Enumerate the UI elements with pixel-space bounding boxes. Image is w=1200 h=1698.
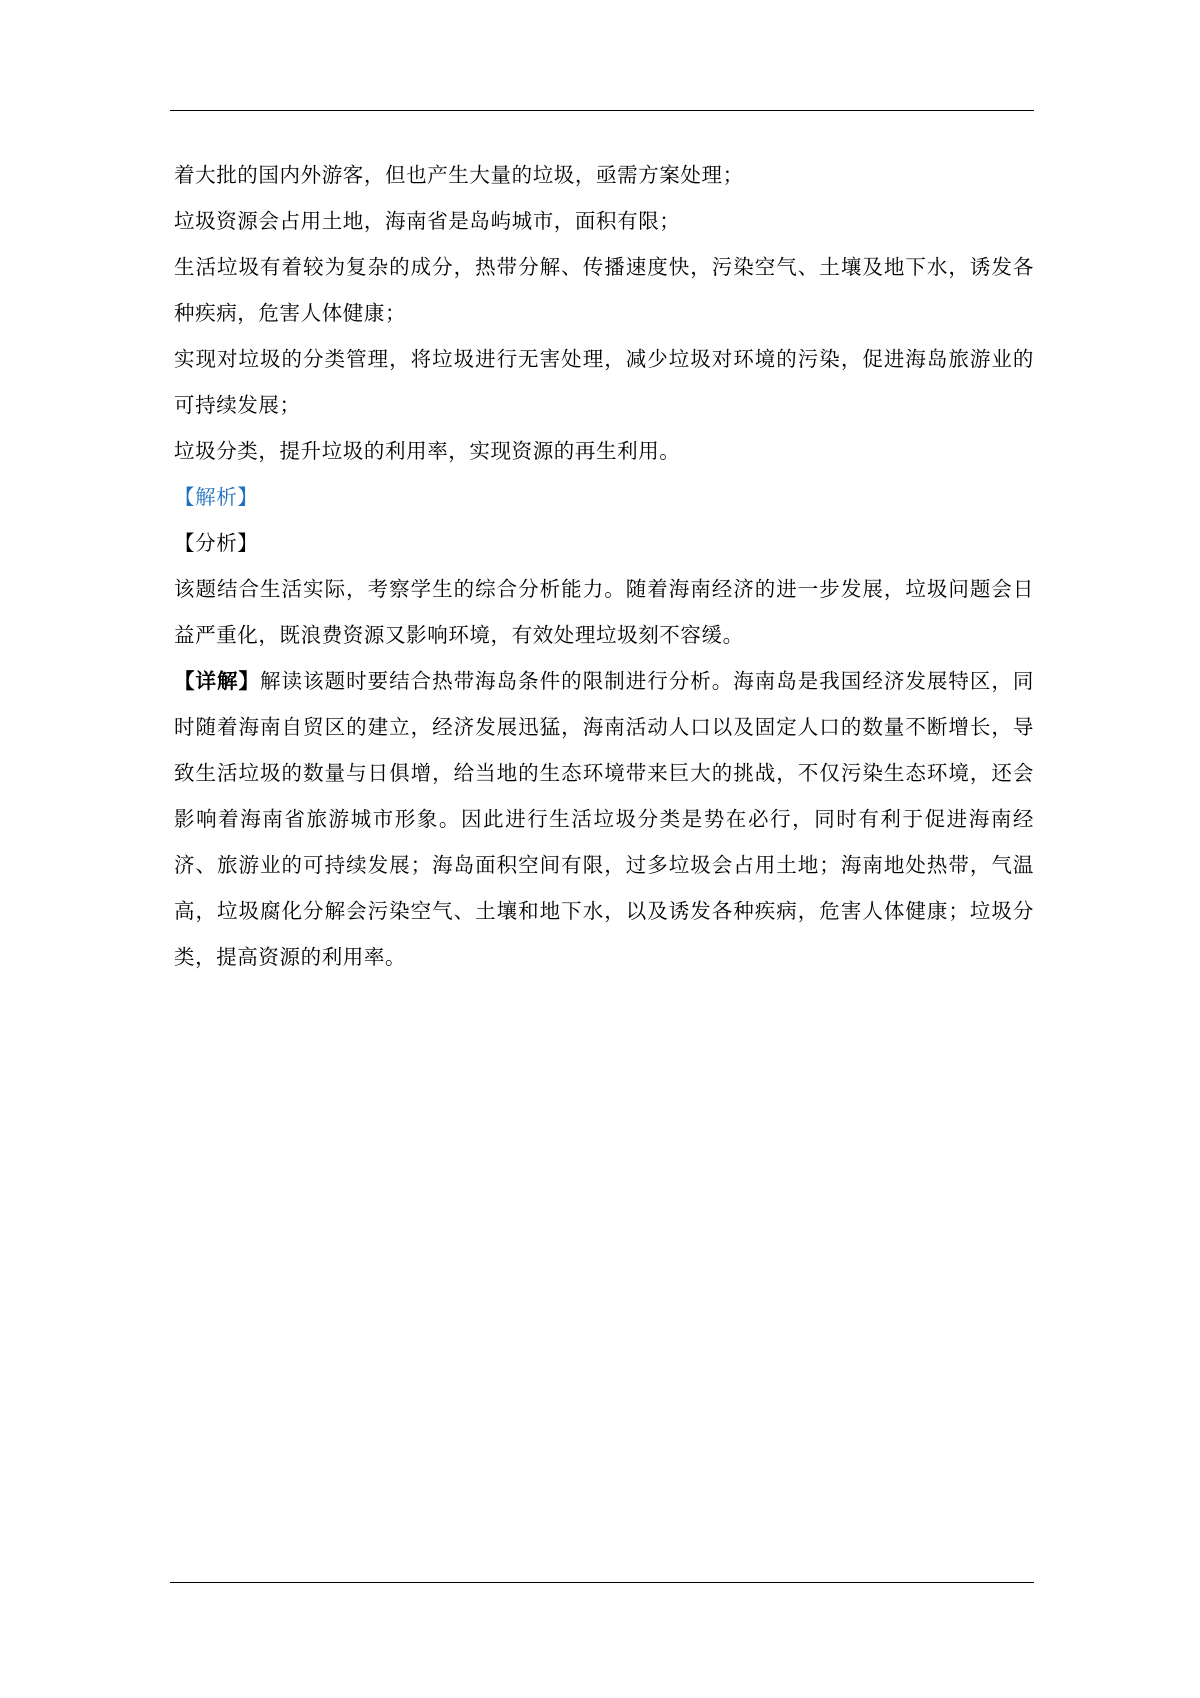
detail-paragraph <box>174 658 1034 980</box>
answer-paragraph-4: 实现对垃圾的分类管理，将垃圾进行无害处理，减少垃圾对环境的污染，促进海岛旅游业的可持续发展； <box>174 347 1034 417</box>
footer-rule <box>170 1582 1034 1583</box>
answer-paragraph-5: 垃圾分类，提升垃圾的利用率，实现资源的再生利用。 <box>174 439 681 463</box>
answer-paragraph-3: 生活垃圾有着较为复杂的成分，热带分解、传播速度快，污染空气、土壤及地下水，诱发各种疾病，危害人体健康； <box>174 255 1034 325</box>
analysis-text: 该题结合生活实际，考察学生的综合分析能力。随着海南经济的进一步发展，垃圾问题会日益严重化，既浪费资源又影响环境，有效处理垃圾刻不容缓。 <box>174 577 1034 647</box>
document-body <box>174 152 1034 980</box>
detail-text: 解读该题时要结合热带海岛条件的限制进行分析。海南岛是我国经济发展特区，同时随着海南自贸区的建立，经济发展迅猛，海南活动人口以及固定人口的数量不断增长，导致生活垃圾的数量与日俱增，给当地的生态环境带来巨大的挑战，不仅污染生态环境，还会影响着海南省旅游城市形象。因此进行生活垃圾分类是势在必行，同时有利于促进海南经济、旅游业的可持续发展；海岛面积空间有限，过多垃圾会占用土地；海南地处热带，气温高，垃圾腐化分解会污染空气、土壤和地下水，以及诱发各种疾病，危害人体健康；垃圾分类，提高资源的利用率。 <box>174 669 1034 969</box>
explanation-heading: 【解析】 <box>174 485 259 509</box>
answer-paragraph-2: 垃圾资源会占用土地，海南省是岛屿城市，面积有限； <box>174 209 681 233</box>
header-rule <box>170 110 1034 111</box>
detail-label: 【详解】 <box>174 669 261 693</box>
analysis-heading: 【分析】 <box>174 531 259 555</box>
explanation-heading-row <box>174 474 1034 520</box>
answer-paragraph-1: 着大批的国内外游客，但也产生大量的垃圾，亟需方案处理； <box>174 163 744 187</box>
